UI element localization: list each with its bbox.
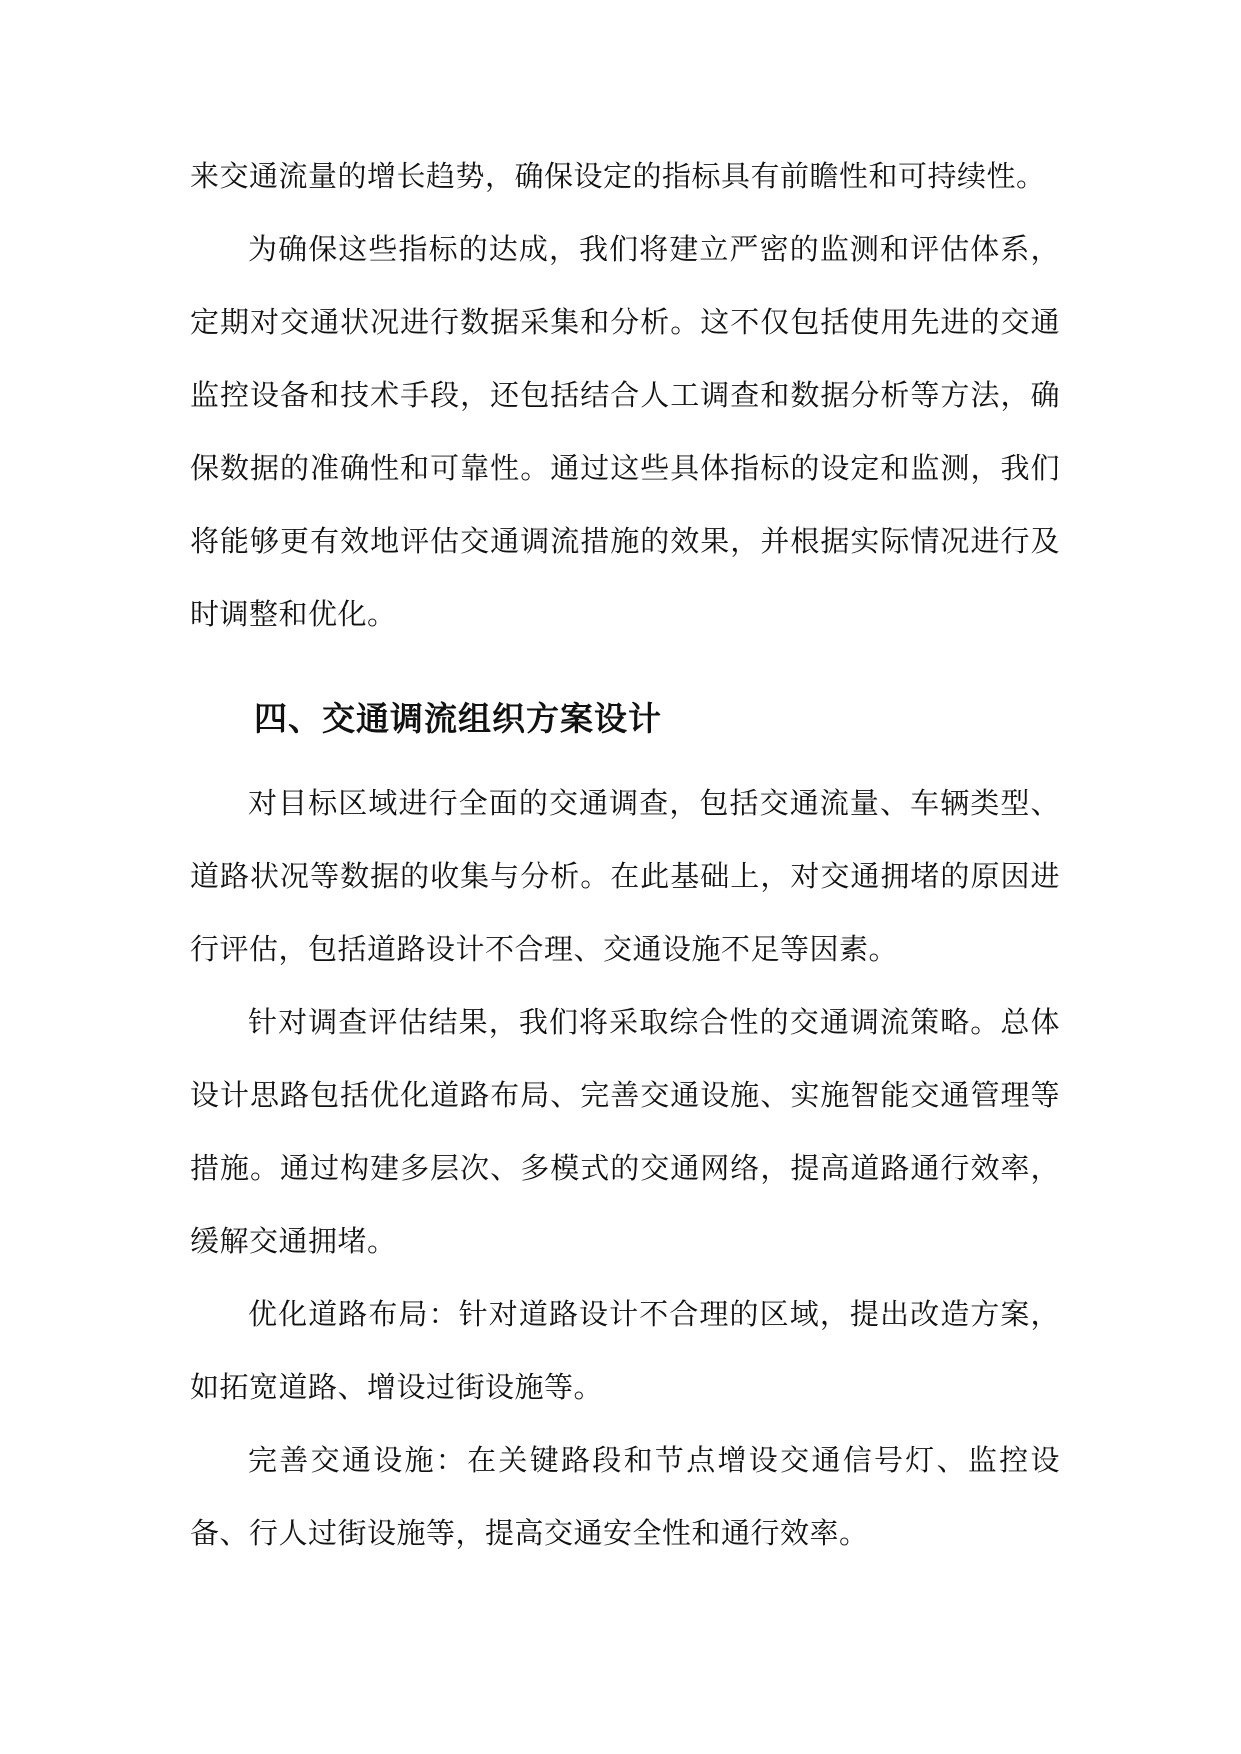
document-page (190, 140, 1060, 1570)
paragraph-strategy: 针对调查评估结果，我们将采取综合性的交通调流策略。总体设计思路包括优化道路布局、完善交通设施、实施智能交通管理等措施。通过构建多层次、多模式的交通网络，提高道路通行效率，缓解交通拥堵。 (190, 1005, 1060, 1258)
paragraph-survey: 对目标区域进行全面的交通调查，包括交通流量、车辆类型、道路状况等数据的收集与分析。在此基础上，对交通拥堵的原因进行评估，包括道路设计不合理、交通设施不足等因素。 (190, 786, 1060, 966)
paragraph-road-layout: 优化道路布局：针对道路设计不合理的区域，提出改造方案，如拓宽道路、增设过街设施等。 (190, 1297, 1060, 1404)
paragraph-continuation: 来交通流量的增长趋势，确保设定的指标具有前瞻性和可持续性。 (190, 159, 1046, 193)
paragraph-facilities: 完善交通设施：在关键路段和节点增设交通信号灯、监控设备、行人过街设施等，提高交通安全性和通行效率。 (190, 1443, 1060, 1550)
section-heading: 四、交通调流组织方案设计 (254, 699, 662, 738)
paragraph-monitoring: 为确保这些指标的达成，我们将建立严密的监测和评估体系，定期对交通状况进行数据采集和分析。这不仅包括使用先进的交通监控设备和技术手段，还包括结合人工调查和数据分析等方法，确保数据的准确性和可靠性。通过这些具体指标的设定和监测，我们将能够更有效地评估交通调流措施的效果，并根据实际情况进行及时调整和优化。 (190, 232, 1060, 631)
